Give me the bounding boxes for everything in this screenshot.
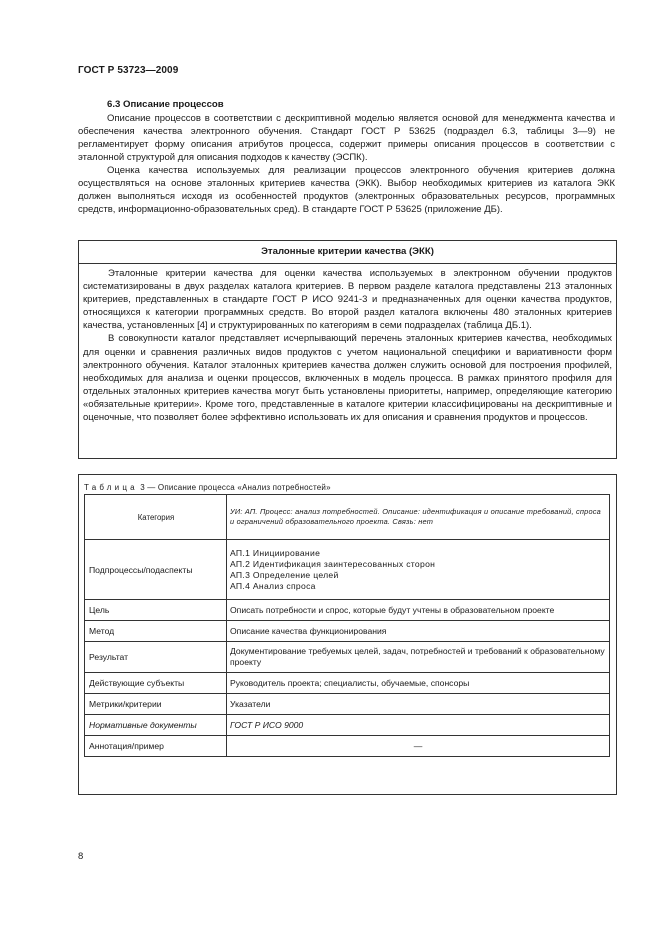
process-table [84, 494, 610, 757]
row-value-cell: ГОСТ Р ИСО 9000 [227, 715, 610, 736]
row-key-cell: Аннотация/пример [85, 736, 227, 757]
table-row [85, 715, 610, 736]
header-key-cell: Категория [85, 495, 227, 540]
row-key-cell: Действующие субъекты [85, 673, 227, 694]
row-key-cell: Нормативные документы [85, 715, 227, 736]
subprocess-row [85, 540, 610, 600]
box-paragraph-2: В совокупности каталог представляет исчерпывающий перечень эталонных критериев качества, необходимых для оценки и сравнения различных видов продуктов с учетом национальной специфики и вариативности форм электронного обучения. Каталог эталонных критериев качества должен служить основой для построения профилей, необходимых для анализа и оценки процессов, включенных в модель процесса. В рамках принятого профиля для отдельных эталонных критериев качества могут быть установлены приоритеты, например, определяющие категорию «обязательные критерии». Кроме того, представленные в каталоге критерии классифицированы на дескриптивные и оценочные, что позволяет более эффективно использовать их для описания и сравнения продуктов и процессов. [83, 333, 612, 424]
box-title: Эталонные критерии качества (ЭКК) [261, 246, 434, 257]
row-key-cell: Метрики/критерии [85, 694, 227, 715]
row-value-cell: Описание качества функционирования [227, 621, 610, 642]
paragraph-text: Описание процессов в соответствии с дескриптивной моделью является основой для менеджмента качества и обеспечения качества электронного обучения. Стандарт ГОСТ Р 53625 (подраздел 6.3, таблицы 3—9) не регламентирует форму описания атрибутов процесса, содержит примеры описания процессов в соответствии с эталонной структурой для описания подходов к качеству (ЭСПК). [78, 113, 615, 164]
table-row [85, 621, 610, 642]
intro-paragraph-2 [78, 164, 615, 216]
subprocess-item: АП.4 Анализ спроса [230, 580, 316, 591]
table-row [85, 736, 610, 757]
row-value-cell: Документирование требуемых целей, задач, потребностей и требований к образовательному проекту [227, 642, 610, 673]
caption-text: 3 — Описание процесса «Анализ потребностей» [137, 483, 331, 492]
row-value-cell: — [227, 736, 610, 757]
section-title: 6.3 Описание процессов [107, 99, 224, 110]
page-number: 8 [78, 851, 84, 862]
document-header: ГОСТ Р 53723—2009 [78, 65, 179, 76]
table-row [85, 642, 610, 673]
row-value-cell: Указатели [227, 694, 610, 715]
row-value-cell: Руководитель проекта; специалисты, обучаемые, спонсоры [227, 673, 610, 694]
subprocess-item: АП.1 Инициирование [230, 547, 321, 558]
header-value-cell: УИ: АП. Процесс: анализ потребностей. Описание: идентификация и описание требований, спроса и ограничений образовательного проекта. Связь: нет [227, 495, 610, 540]
table-row [85, 694, 610, 715]
box-divider [79, 263, 616, 264]
row-key-cell: Цель [85, 600, 227, 621]
paragraph-text: Оценка качества используемых для реализации процессов электронного обучения критериев должна осуществляться на основе эталонных критериев качества (ЭКК). Выбор необходимых критериев из каталога ЭКК должен выполняться исходя из особенностей продуктов (электронных образовательных ресурсов, программных средств, информационно-образовательных сред). В стандарте ГОСТ Р 53625 (приложение ДБ). [78, 165, 615, 216]
caption-word: Таблица [84, 483, 138, 492]
row-value-cell: Описать потребности и спрос, которые будут учтены в образовательном проекте [227, 600, 610, 621]
table-header-row [85, 495, 610, 540]
subprocess-item: АП.3 Определение целей [230, 569, 339, 580]
box-body [83, 267, 612, 424]
reference-criteria-box [78, 240, 617, 459]
row-key-cell: Результат [85, 642, 227, 673]
table-row [85, 600, 610, 621]
subprocess-item: АП.2 Идентификация заинтересованных сторон [230, 558, 436, 569]
row-key-cell: Метод [85, 621, 227, 642]
box-paragraph-1: Эталонные критерии качества для оценки качества используемых в электронном обучении продуктов систематизированы в двух разделах каталога критериев. В первом разделе каталога представлены 213 эталонных критериев, представленных в стандарте ГОСТ Р ИСО 9241-3 и предназначенных для оценки качества продуктов, относящихся к категории программных средств. Во второй раздел каталога включены 480 эталонных критериев качества, установленных [4] и структурированных по категориям в семи подразделах (таблица ДБ.1). [83, 268, 612, 332]
subprocess-value-cell [227, 540, 610, 600]
intro-paragraph-1 [78, 112, 615, 164]
subprocess-key-cell: Подпроцессы/подаспекты [85, 540, 227, 600]
table-caption [84, 483, 331, 492]
table-row [85, 673, 610, 694]
